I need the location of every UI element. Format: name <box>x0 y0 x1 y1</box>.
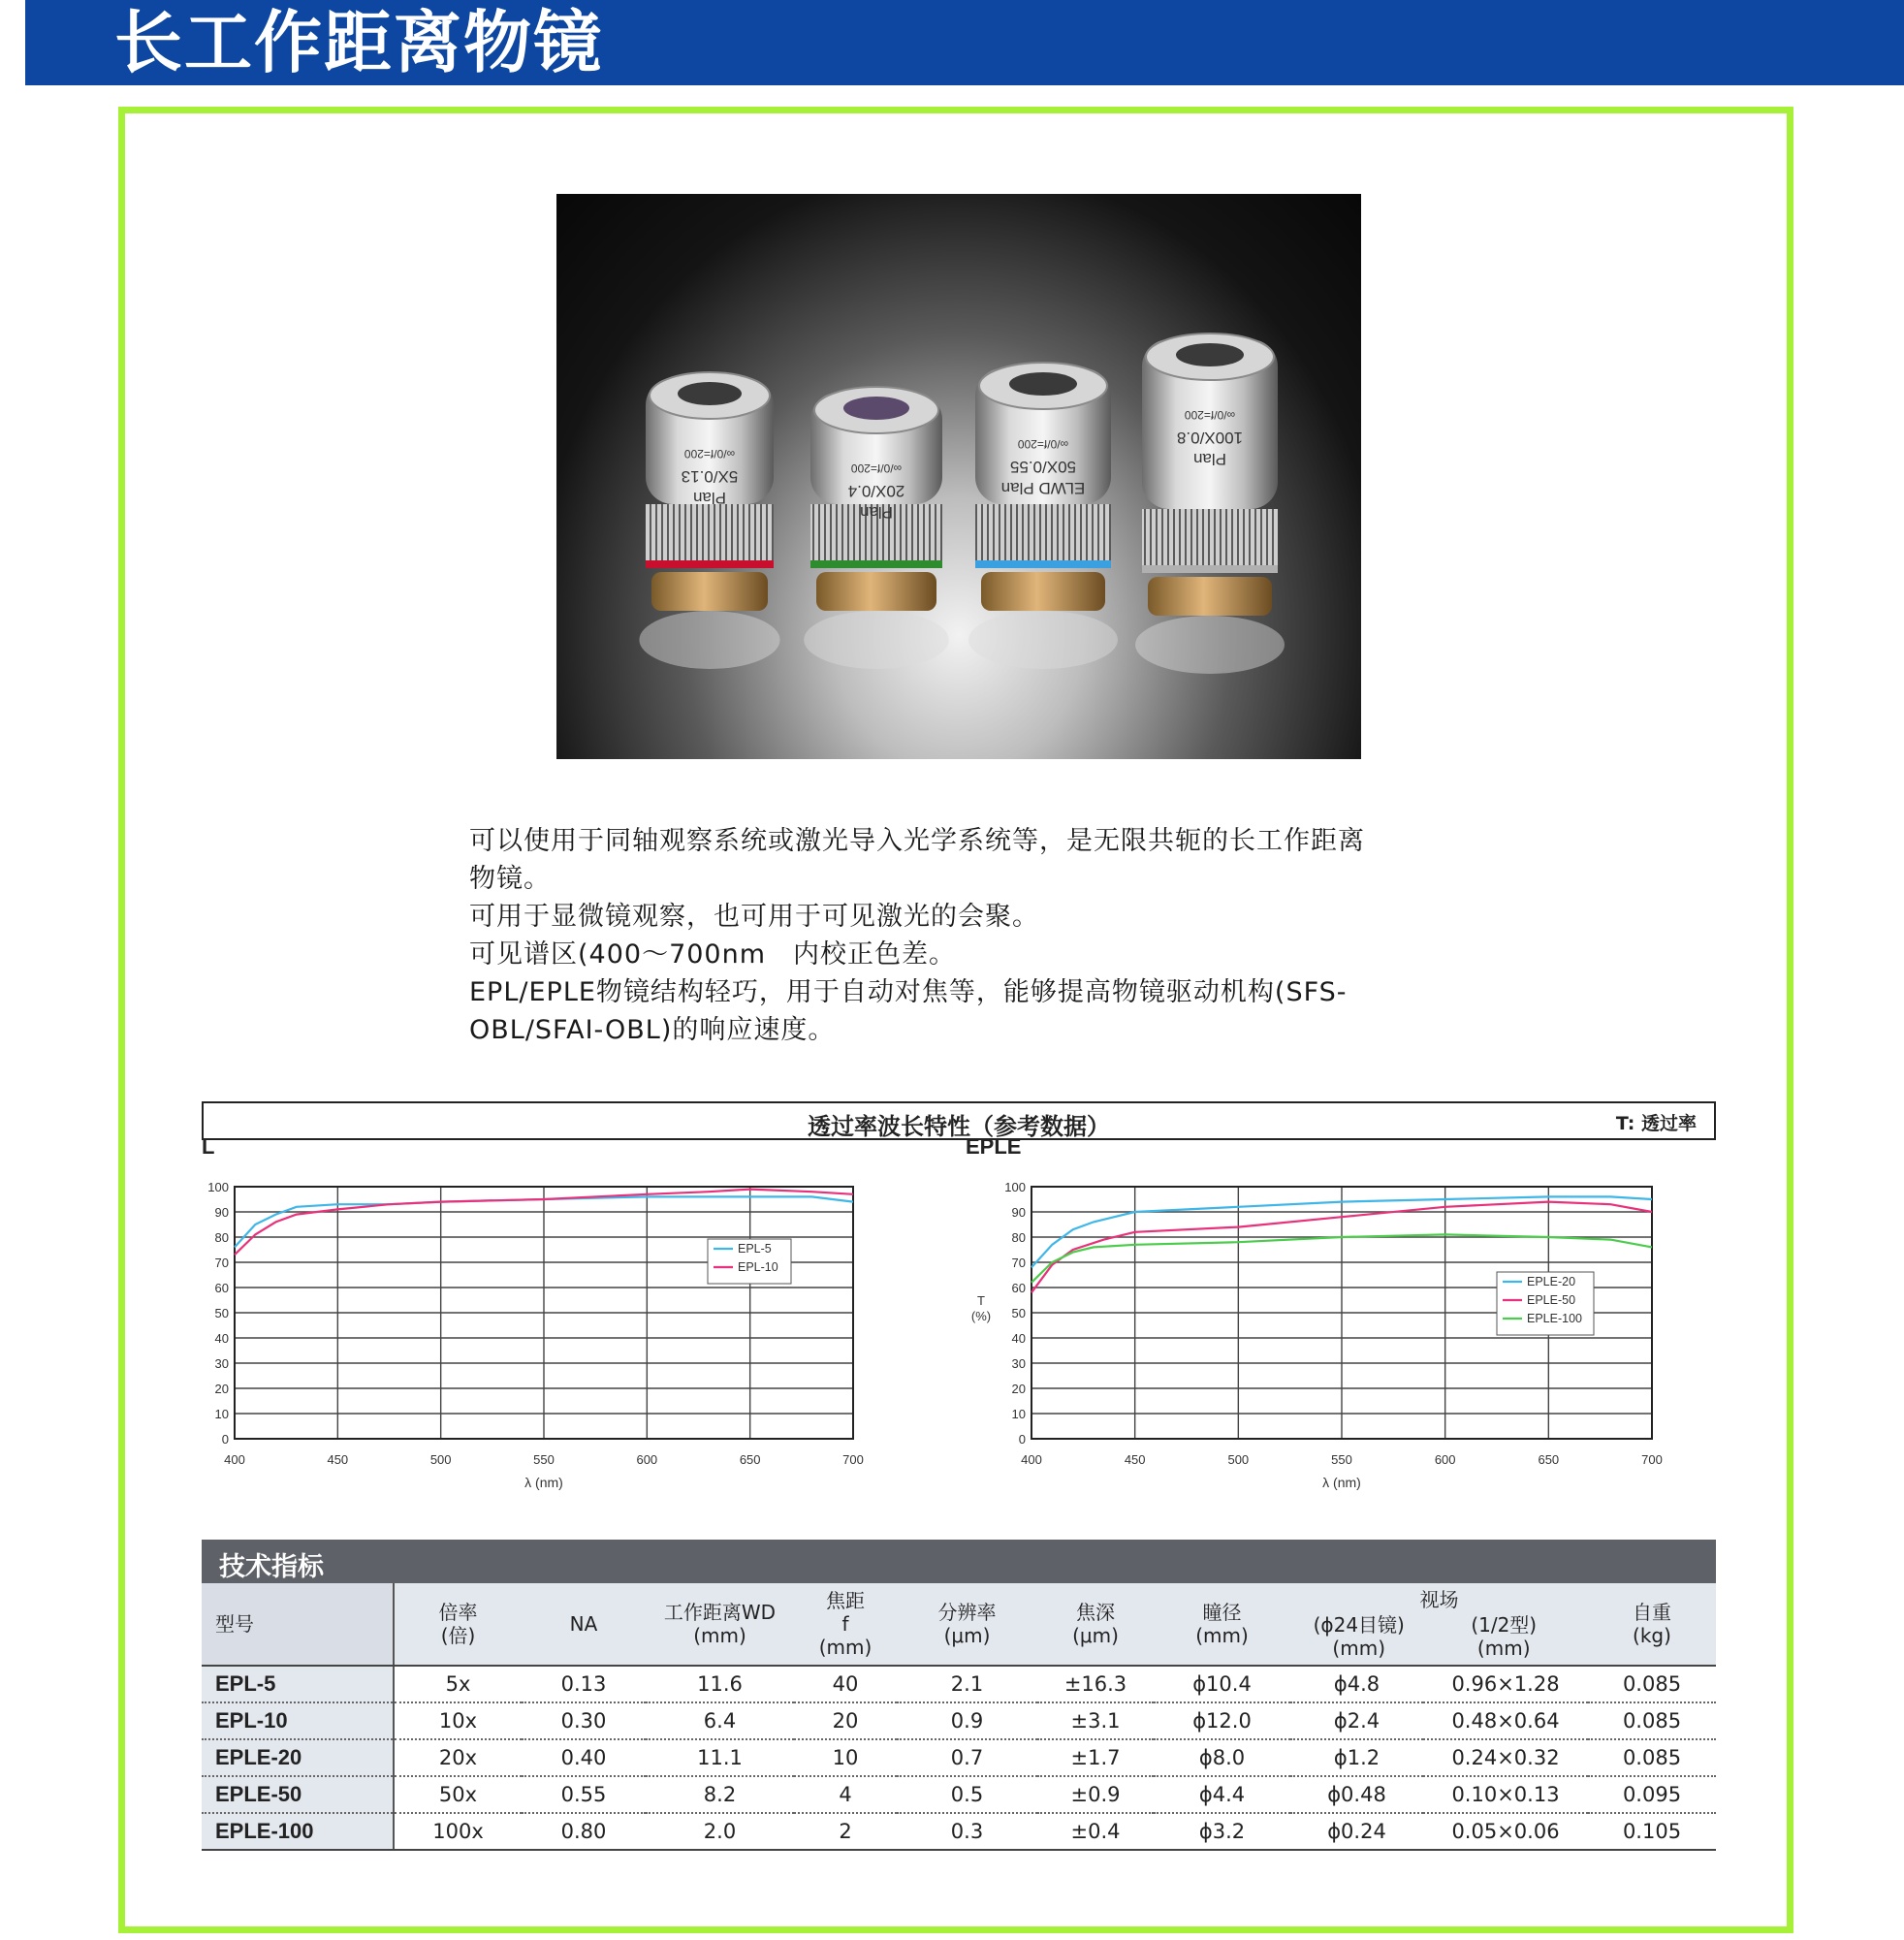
header-unit: (mm) <box>1476 1637 1531 1660</box>
description-line: 可见谱区(400～700nm 内校正色差。 <box>469 939 957 970</box>
lens-engraving-text: ∞/0/f=200 <box>1017 437 1069 451</box>
description-line: OBL/SFAI-OBL)的响应速度。 <box>469 1015 836 1045</box>
header-unit: (kg) <box>1633 1624 1671 1647</box>
table-cell: ϕ2.4 <box>1290 1702 1423 1739</box>
table-cell: 100x <box>394 1813 522 1850</box>
table-cell: 0.24×0.32 <box>1423 1739 1588 1776</box>
table-cell: ϕ4.4 <box>1154 1776 1290 1813</box>
fov-title: 视场 <box>1419 1588 1459 1611</box>
lens-engraving-text: Plan <box>859 503 894 522</box>
lens-engraving-text: ∞/0/f=200 <box>683 447 736 461</box>
table-row <box>202 1666 1716 1702</box>
y-tick-label: 10 <box>214 1407 229 1421</box>
y-tick-label: 20 <box>1011 1382 1026 1396</box>
y-axis-label-part: (%) <box>970 1309 992 1323</box>
y-tick-label: 40 <box>214 1331 229 1346</box>
lens-engraving-text: ∞/0/f=200 <box>1184 408 1236 422</box>
spec-title: 技术指标 <box>219 1552 324 1582</box>
x-tick-label: 400 <box>224 1452 245 1467</box>
x-tick-label: 500 <box>429 1452 452 1467</box>
description-line: EPL/EPLE物镜结构轻巧，用于自动对焦等，能够提高物镜驱动机构(SFS- <box>469 977 1348 1007</box>
col-header-focal <box>794 1583 897 1666</box>
lens-engraving-text: 100X/0.8 <box>1176 429 1244 447</box>
spec-table <box>202 1583 1716 1851</box>
table-cell: 0.085 <box>1588 1702 1716 1739</box>
model-cell: EPLE-50 <box>202 1776 394 1813</box>
table-row <box>202 1702 1716 1739</box>
y-tick-label: 60 <box>1011 1281 1026 1295</box>
header-line: 焦深 <box>1076 1601 1115 1624</box>
lens-engraving-text: 20X/0.4 <box>847 482 905 500</box>
table-cell: ±3.1 <box>1037 1702 1154 1739</box>
lens-engraving-text: 5X/0.13 <box>681 467 739 486</box>
y-tick-label: 100 <box>207 1180 229 1194</box>
table-cell: ±0.9 <box>1037 1776 1154 1813</box>
legend-label: EPLE-100 <box>1527 1312 1582 1325</box>
table-cell: 0.30 <box>522 1702 646 1739</box>
table-cell: ϕ10.4 <box>1154 1666 1290 1702</box>
table-cell: 11.6 <box>646 1666 794 1702</box>
table-cell: 2.1 <box>897 1666 1037 1702</box>
y-tick-label: 70 <box>1011 1256 1026 1270</box>
lens-engraving-text: ∞/0/f=200 <box>850 461 903 475</box>
table-cell: ϕ12.0 <box>1154 1702 1290 1739</box>
table-cell: 0.5 <box>897 1776 1037 1813</box>
table-cell: ϕ8.0 <box>1154 1739 1290 1776</box>
y-tick-label: 0 <box>1018 1432 1026 1447</box>
table-cell: ϕ0.48 <box>1290 1776 1423 1813</box>
header-line: 焦距 <box>826 1589 865 1612</box>
y-tick-label: 30 <box>214 1356 229 1371</box>
x-axis-label: λ (nm) <box>524 1475 563 1490</box>
model-cell: EPLE-100 <box>202 1813 394 1850</box>
x-tick-label: 550 <box>1331 1452 1352 1467</box>
x-tick-label: 600 <box>636 1452 658 1467</box>
table-cell: 10x <box>394 1702 522 1739</box>
x-tick-label: 450 <box>327 1452 349 1467</box>
lens-engraving-text: ELWD Plan <box>1000 479 1086 497</box>
y-tick-label: 50 <box>214 1306 229 1320</box>
x-tick-label: 550 <box>533 1452 555 1467</box>
table-cell: 50x <box>394 1776 522 1813</box>
table-cell: 0.7 <box>897 1739 1037 1776</box>
table-cell: 40 <box>794 1666 897 1702</box>
y-tick-label: 60 <box>214 1281 229 1295</box>
model-cell: EPL-5 <box>202 1666 394 1702</box>
chart-title: L <box>202 1134 215 1159</box>
col-header-pupil <box>1154 1583 1290 1666</box>
table-cell: 0.55 <box>522 1776 646 1813</box>
lens-engraving-text: Plan <box>1192 450 1227 468</box>
y-tick-label: 80 <box>1011 1230 1026 1245</box>
spec-section-header <box>202 1540 1716 1583</box>
table-cell: ±16.3 <box>1037 1666 1154 1702</box>
header-line: 倍率 <box>438 1601 478 1624</box>
table-cell: 0.085 <box>1588 1666 1716 1702</box>
table-cell: 0.3 <box>897 1813 1037 1850</box>
table-cell: 0.80 <box>522 1813 646 1850</box>
table-cell: 0.10×0.13 <box>1423 1776 1588 1813</box>
page-title: 长工作距离物镜 <box>114 3 603 82</box>
header-unit: (μm) <box>943 1624 991 1647</box>
y-tick-label: 80 <box>214 1230 229 1245</box>
table-cell: 8.2 <box>646 1776 794 1813</box>
col-header-mag <box>394 1583 522 1666</box>
legend-label: EPLE-50 <box>1527 1293 1576 1307</box>
legend-label: EPL-5 <box>738 1242 772 1256</box>
header-line: (ϕ24目镜) <box>1313 1613 1405 1637</box>
y-tick-label: 40 <box>1011 1331 1026 1346</box>
table-cell: 0.48×0.64 <box>1423 1702 1588 1739</box>
description-line: 可用于显微镜观察，也可用于可见激光的会聚。 <box>469 902 1039 932</box>
table-cell: 0.105 <box>1588 1813 1716 1850</box>
table-cell: 0.085 <box>1588 1739 1716 1776</box>
table-cell: ϕ4.8 <box>1290 1666 1423 1702</box>
table-cell: 0.96×1.28 <box>1423 1666 1588 1702</box>
description-line: 物镜。 <box>469 864 551 894</box>
table-cell: 0.095 <box>1588 1776 1716 1813</box>
chart-section-title: 透过率波长特性（参考数据） <box>808 1113 1110 1140</box>
table-cell: 6.4 <box>646 1702 794 1739</box>
table-cell: ±1.7 <box>1037 1739 1154 1776</box>
y-axis-label <box>971 1293 991 1323</box>
table-cell: 20x <box>394 1739 522 1776</box>
table-cell: 0.05×0.06 <box>1423 1813 1588 1850</box>
y-tick-label: 90 <box>1011 1205 1026 1220</box>
table-cell: 0.9 <box>897 1702 1037 1739</box>
header-line: 分辨率 <box>937 1601 997 1624</box>
table-cell: ϕ0.24 <box>1290 1813 1423 1850</box>
table-cell: 2 <box>794 1813 897 1850</box>
chart-section-note: T: 透过率 <box>1615 1113 1697 1134</box>
y-tick-label: 10 <box>1011 1407 1026 1421</box>
fov-24-header <box>1294 1613 1423 1660</box>
x-tick-label: 700 <box>842 1452 864 1467</box>
col-header-na: NA <box>522 1583 646 1666</box>
table-cell: 10 <box>794 1739 897 1776</box>
col-header-wd <box>646 1583 794 1666</box>
col-header-weight <box>1588 1583 1716 1666</box>
table-cell: 0.40 <box>522 1739 646 1776</box>
table-cell: 4 <box>794 1776 897 1813</box>
table-cell: 5x <box>394 1666 522 1702</box>
table-cell: 11.1 <box>646 1739 794 1776</box>
header-unit: (mm) <box>1195 1624 1249 1647</box>
header-unit: (mm) <box>693 1624 746 1647</box>
table-cell: 0.13 <box>522 1666 646 1702</box>
fov-half-header <box>1423 1613 1584 1660</box>
header-unit: (μm) <box>1072 1624 1119 1647</box>
table-cell: ±0.4 <box>1037 1813 1154 1850</box>
y-tick-label: 0 <box>221 1432 229 1447</box>
col-header-fov <box>1290 1583 1588 1666</box>
header-unit: (mm) <box>1332 1637 1385 1660</box>
header-line: (1/2型) <box>1471 1613 1538 1637</box>
x-tick-label: 400 <box>1021 1452 1042 1467</box>
x-tick-label: 650 <box>1538 1452 1560 1467</box>
chart-title: EPLE <box>966 1134 1022 1159</box>
legend-label: EPL-10 <box>738 1260 778 1274</box>
table-cell: 2.0 <box>646 1813 794 1850</box>
col-header-resolution <box>897 1583 1037 1666</box>
x-axis-label: λ (nm) <box>1322 1475 1361 1490</box>
lens-engraving-text: Plan <box>692 489 727 507</box>
header-unit: (mm) <box>818 1636 873 1659</box>
x-tick-label: 450 <box>1124 1452 1146 1467</box>
table-cell: ϕ1.2 <box>1290 1739 1423 1776</box>
table-row <box>202 1739 1716 1776</box>
y-tick-label: 50 <box>1011 1306 1026 1320</box>
table-row <box>202 1813 1716 1850</box>
header-line: 工作距离WD <box>663 1601 777 1624</box>
y-tick-label: 100 <box>1004 1180 1026 1194</box>
table-cell: ϕ3.2 <box>1154 1813 1290 1850</box>
x-tick-label: 600 <box>1434 1452 1456 1467</box>
y-tick-label: 70 <box>214 1256 229 1270</box>
table-row <box>202 1776 1716 1813</box>
y-tick-label: 30 <box>1011 1356 1026 1371</box>
header-line: 自重 <box>1633 1601 1671 1624</box>
x-tick-label: 700 <box>1641 1452 1663 1467</box>
col-header-model: 型号 <box>202 1583 394 1666</box>
col-header-depth <box>1037 1583 1154 1666</box>
description-line: 可以使用于同轴观察系统或激光导入光学系统等，是无限共轭的长工作距离 <box>469 826 1365 856</box>
legend-label: EPLE-20 <box>1527 1275 1576 1288</box>
header-line: 瞳径 <box>1202 1601 1242 1624</box>
x-tick-label: 650 <box>739 1452 761 1467</box>
lens-engraving-text: 50X/0.55 <box>1009 458 1077 476</box>
model-cell: EPL-10 <box>202 1702 394 1739</box>
y-tick-label: 20 <box>214 1382 229 1396</box>
x-tick-label: 500 <box>1227 1452 1250 1467</box>
model-cell: EPLE-20 <box>202 1739 394 1776</box>
header-line: f <box>841 1612 849 1636</box>
table-cell: 20 <box>794 1702 897 1739</box>
y-axis-label-part: T <box>977 1293 985 1308</box>
header-unit: (倍) <box>440 1624 476 1647</box>
y-tick-label: 90 <box>214 1205 229 1220</box>
